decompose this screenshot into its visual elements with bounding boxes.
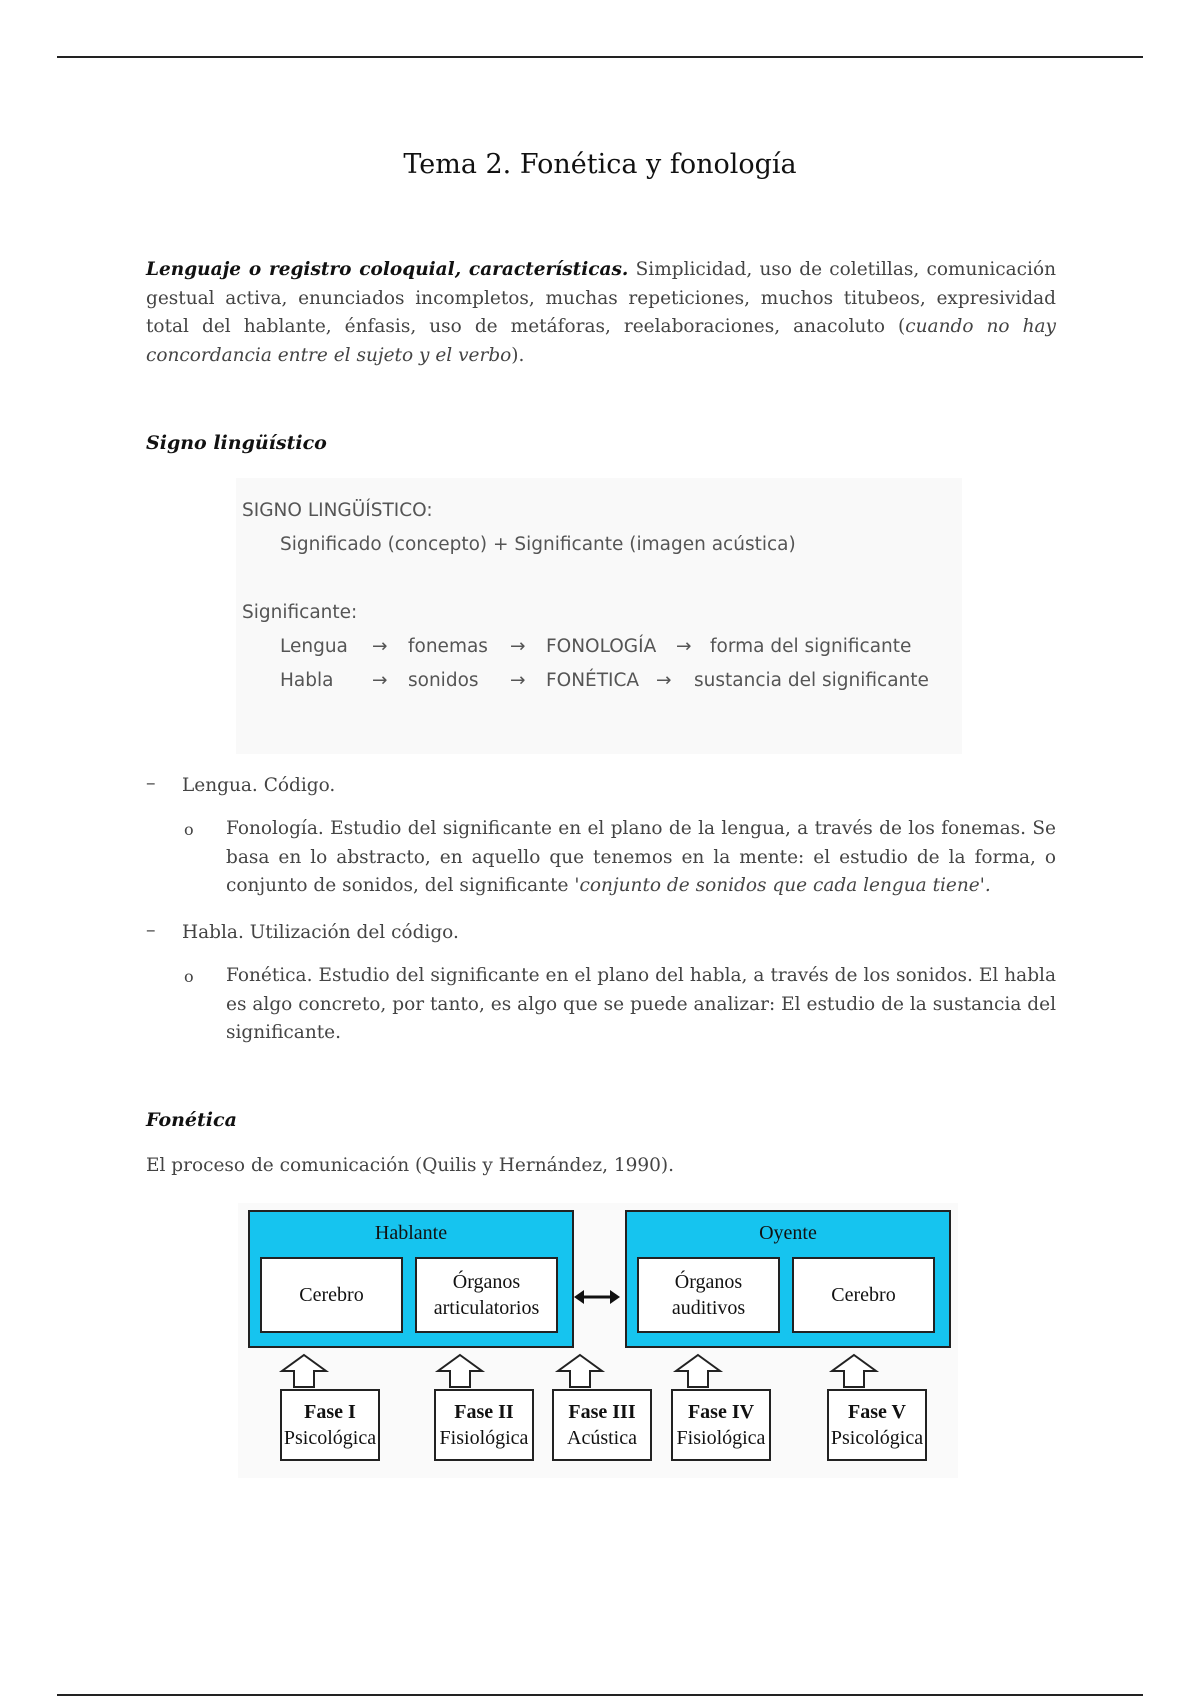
phase-1-box — [280, 1389, 380, 1461]
phase-3-name: Fase III — [568, 1401, 636, 1423]
row1-arrow-3: → — [676, 636, 692, 657]
intro-paragraph — [146, 256, 1056, 370]
significante-label: Significante: — [242, 602, 358, 623]
row2-fonetica: FONÉTICA — [546, 670, 640, 691]
row2-arrow-3: → — [656, 670, 672, 691]
row1-forma: forma del significante — [710, 636, 912, 657]
fonetica-heading: Fonética — [146, 1109, 237, 1131]
up-arrow-icon — [434, 1353, 486, 1389]
listener-organs-line1: Órganos — [674, 1271, 743, 1293]
sublist-item-fonologia — [226, 815, 1056, 901]
row1-fonemas: fonemas — [408, 636, 488, 657]
listener-organs-line2: auditivos — [671, 1297, 746, 1319]
up-arrow-icon — [278, 1353, 330, 1389]
sublist-item-fonetica: Fonética. Estudio del significante en el plano del habla, a través de los sonidos. El habla es algo concreto, por tanto, es algo que se puede analizar: El estudio de la sustancia del significante. — [226, 965, 1056, 1043]
up-arrow-icon — [828, 1353, 880, 1389]
phase-1-type: Psicológica — [283, 1427, 377, 1449]
listener-title: Oyente — [759, 1222, 817, 1244]
up-arrow-icon — [672, 1353, 724, 1389]
double-arrow-icon — [574, 1287, 620, 1307]
row1-fonologia: FONOLOGÍA — [546, 636, 657, 657]
speaker-brain-cell: Cerebro — [260, 1257, 403, 1333]
phase-4-box — [671, 1389, 771, 1461]
sublist-bullet-1: o — [184, 820, 194, 839]
phase-2-type: Fisiológica — [439, 1427, 529, 1449]
fonetica-text: El proceso de comunicación (Quilis y Hernández, 1990). — [146, 1155, 675, 1176]
row2-arrow-1: → — [372, 670, 388, 691]
intro-italic: cuando no hay concordancia entre el sujeto y el verbo — [146, 316, 1056, 366]
sublist-bullet-2: o — [184, 967, 194, 986]
row1-arrow-1: → — [372, 636, 388, 657]
speaker-organs-line1: Órganos — [452, 1271, 521, 1293]
fonologia-text: Fonología. Estudio del significante en el plano de la lengua, a través de los fonemas. Se basa en lo abstracto, en aquello que tenemos en la mente: el estudio de la forma, o conjunto de sonidos, del significante — [226, 818, 1056, 896]
listener-panel — [625, 1210, 951, 1348]
intro-text: Simplicidad, uso de coletillas, comunicación gestual activa, enunciados incompletos, muchas repeticiones, muchos titubeos, expresividad total del hablante, énfasis, uso de metáforas, reelaboraciones, anacoluto ( — [146, 259, 1056, 337]
list-item-habla: Habla. Utilización del código. — [182, 922, 459, 943]
listener-brain-cell: Cerebro — [792, 1257, 935, 1333]
speaker-panel — [248, 1210, 574, 1348]
signo-title: SIGNO LINGÜÍSTICO: — [242, 500, 433, 521]
row2-sonidos: sonidos — [408, 670, 479, 691]
list-item-lengua: Lengua. Código. — [182, 775, 336, 796]
speaker-title: Hablante — [374, 1222, 448, 1244]
signo-figure — [236, 478, 962, 754]
up-arrow-icon — [554, 1353, 606, 1389]
phase-5-name: Fase V — [848, 1401, 906, 1423]
fonologia-quote: 'conjunto de sonidos que cada lengua tiene'. — [574, 875, 991, 896]
row1-arrow-2: → — [510, 636, 526, 657]
intro-end: ). — [511, 344, 525, 366]
phase-2-box — [434, 1389, 534, 1461]
phase-5-box — [827, 1389, 927, 1461]
phase-5-type: Psicológica — [830, 1427, 924, 1449]
signo-heading: Signo lingüístico — [146, 432, 327, 454]
phase-4-type: Fisiológica — [676, 1427, 766, 1449]
list-dash-1: – — [146, 772, 156, 794]
row1-lengua: Lengua — [280, 636, 348, 657]
signo-formula: Significado (concepto) + Significante (imagen acústica) — [280, 534, 796, 555]
intro-lead: Lenguaje o registro coloquial, características. — [146, 259, 629, 280]
phase-3-box — [552, 1389, 652, 1461]
top-rule — [57, 56, 1143, 58]
row2-arrow-2: → — [510, 670, 526, 691]
speaker-organs-cell — [415, 1257, 558, 1333]
phase-1-name: Fase I — [304, 1401, 356, 1423]
listener-organs-cell — [637, 1257, 780, 1333]
row2-habla: Habla — [280, 670, 334, 691]
phase-2-name: Fase II — [454, 1401, 514, 1423]
page-title: Tema 2. Fonética y fonología — [403, 149, 797, 180]
phase-3-type: Acústica — [567, 1427, 637, 1449]
list-dash-2: – — [146, 919, 156, 941]
speaker-organs-line2: articulatorios — [433, 1297, 540, 1319]
phase-4-name: Fase IV — [687, 1401, 755, 1423]
communication-diagram — [238, 1203, 958, 1478]
bottom-rule — [57, 1694, 1143, 1696]
row2-sustancia: sustancia del significante — [694, 670, 929, 691]
